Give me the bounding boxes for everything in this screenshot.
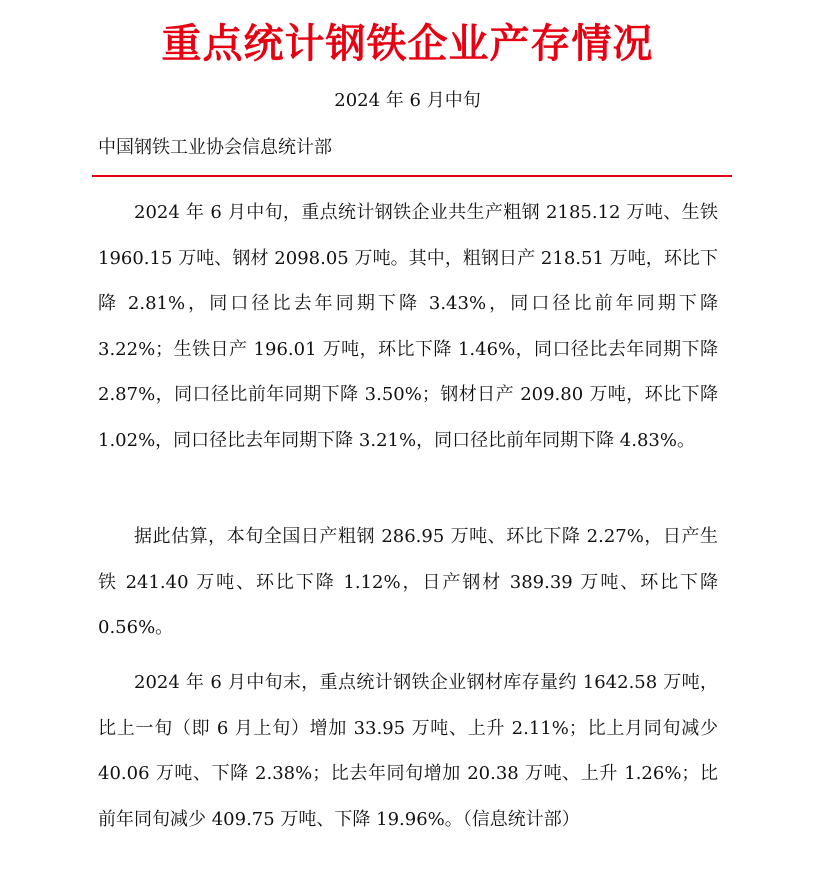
header-divider — [92, 175, 732, 177]
paragraph-national-estimate: 据此估算，本旬全国日产粗钢 286.95 万吨、环比下降 2.27%，日产生铁 241.40 万吨、环比下降 1.12%，日产钢材 389.39 万吨、环比下降 0.56%。 — [98, 526, 718, 638]
paragraph-production: 2024 年 6 月中旬，重点统计钢铁企业共生产粗钢 2185.12 万吨、生铁 1960.15 万吨、钢材 2098.05 万吨。其中，粗钢日产 218.51 万吨，环比下降 2.81%，同口径比去年同期下降 3.43%，同口径比前年同期下降 3.22%；生铁日产 196.01 万吨，环比下降 1.46%，同口径比去年同期下降 2.87%，同口径比前年同期下降 3.50%；钢材日产 209.80 万吨，环比下降 1.02%，同口径比去年同期下降 3.21%，同口径比前年同期下降 4.83%。 — [98, 202, 718, 451]
document-date: 2024 年 6 月中旬 — [334, 90, 481, 111]
document-title: 重点统计钢铁企业产存情况 — [161, 20, 654, 67]
issuing-organization: 中国钢铁工业协会信息统计部 — [98, 137, 332, 158]
paragraph-inventory: 2024 年 6 月中旬末，重点统计钢铁企业钢材库存量约 1642.58 万吨，比上一旬（即 6 月上旬）增加 33.95 万吨、上升 2.11%；比上月同旬减少 40.06 万吨、下降 2.38%；比去年同旬增加 20.38 万吨、上升 1.26%；比前年同旬减少 409.75 万吨、下降 19.96%。（信息统计部） — [98, 672, 718, 830]
